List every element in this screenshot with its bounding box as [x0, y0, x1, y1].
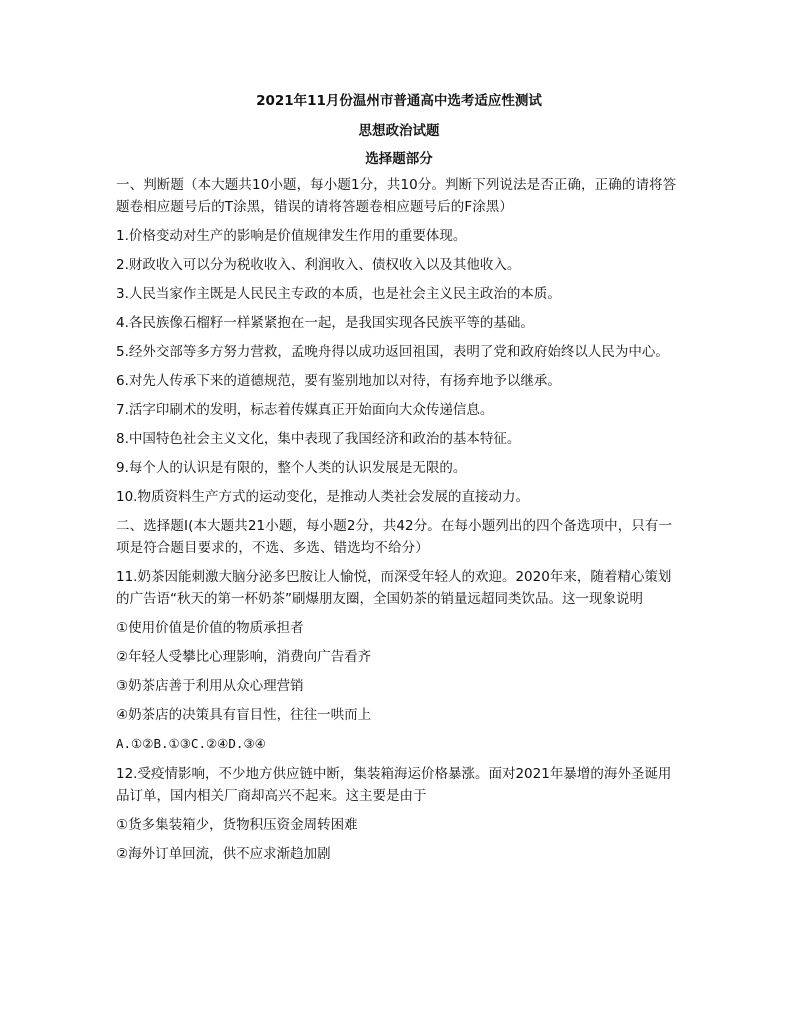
question-11-option-3: ③奶茶店善于利用从众心理营销	[116, 678, 304, 694]
question-12-option-2: ②海外订单回流，供不应求渐趋加剧	[116, 846, 331, 862]
question-11-option-1: ①使用价值是价值的物质承担者	[116, 620, 304, 636]
section-1-intro: 一、判断题（本大题共10小题，每小题1分，共10分。判断下列说法是否正确，正确的请将答题卷相应题号后的T涂黑，错误的请将答题卷相应题号后的F涂黑）	[116, 177, 677, 215]
judgment-item-7: 7.活字印刷术的发明，标志着传媒真正开始面向大众传递信息。	[116, 402, 494, 418]
judgment-item-8: 8.中国特色社会主义文化，集中表现了我国经济和政治的基本特征。	[116, 431, 521, 447]
judgment-item-1: 1.价格变动对生产的影响是价值规律发生作用的重要体现。	[116, 228, 467, 244]
exam-title: 2021年11月份温州市普通高中选考适应性测试	[256, 93, 542, 109]
judgment-item-4: 4.各民族像石榴籽一样紧紧抱在一起，是我国实现各民族平等的基础。	[116, 315, 534, 331]
subject-title: 思想政治试题	[358, 123, 440, 139]
question-12-option-1: ①货多集装箱少，货物积压资金周转困难	[116, 817, 358, 833]
question-11-option-2: ②年轻人受攀比心理影响，消费向广告看齐	[116, 649, 372, 665]
question-12-stem: 12.受疫情影响，不少地方供应链中断，集装箱海运价格暴涨。面对2021年暴增的海外圣诞用品订单，国内相关厂商却高兴不起来。这主要是由于	[116, 766, 672, 804]
question-11-choices: A.①②B.①③C.②④D.③④	[116, 736, 266, 751]
judgment-item-5: 5.经外交部等多方努力营救，孟晚舟得以成功返回祖国，表明了党和政府始终以人民为中心。	[116, 344, 669, 360]
document-body	[116, 90, 682, 872]
judgment-item-3: 3.人民当家作主既是人民民主专政的本质，也是社会主义民主政治的本质。	[116, 286, 561, 302]
judgment-item-9: 9.每个人的认识是有限的，整个人类的认识发展是无限的。	[116, 460, 467, 476]
question-11-option-4: ④奶茶店的决策具有盲目性，往往一哄而上	[116, 707, 372, 723]
section-2-intro: 二、选择题I(本大题共21小题，每小题2分，共42分。在每小题列出的四个备选项中，只有一项是符合题目要求的，不选、多选、错选均不给分）	[116, 518, 673, 556]
section-title: 选择题部分	[365, 151, 433, 167]
judgment-item-10: 10.物质资料生产方式的运动变化，是推动人类社会发展的直接动力。	[116, 489, 529, 505]
judgment-item-6: 6.对先人传承下来的道德规范，要有鉴别地加以对待，有扬弃地予以继承。	[116, 373, 561, 389]
judgment-item-2: 2.财政收入可以分为税收收入、利润收入、债权收入以及其他收入。	[116, 257, 521, 273]
question-11-stem: 11.奶茶因能刺激大脑分泌多巴胺让人愉悦，而深受年轻人的欢迎。2020年来，随着精心策划的广告语“秋天的第一杯奶茶”刷爆朋友圈，全国奶茶的销量远超同类饮品。这一现象说明	[116, 569, 672, 607]
